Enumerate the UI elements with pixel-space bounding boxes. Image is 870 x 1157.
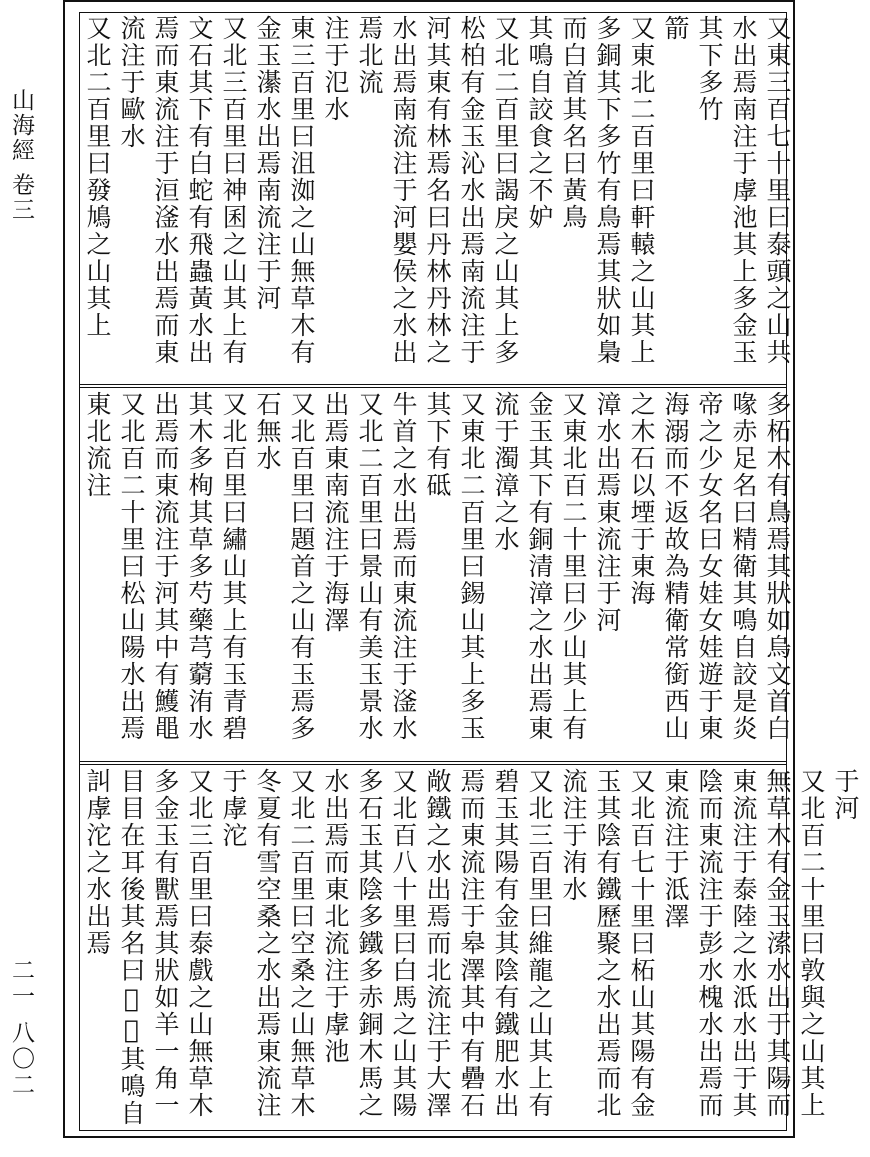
band-text: [80, 766, 870, 1130]
text-column: 漳水出焉東流注于河: [593, 391, 622, 634]
text-column: 又北二百里曰空桑之山無草木冬夏有雪空桑之水出焉東流注于虖沱: [219, 768, 316, 1119]
text-band-top: [80, 13, 792, 384]
text-column: 又北百里曰題首之山有玉焉多石無水: [253, 391, 316, 742]
text-column: 又北二百里曰謁戾之山其上多松柏有金玉沁水出焉南流注于河其東有林焉名曰丹林丹林之水出焉南流注于河嬰侯之水出焉北流: [355, 15, 520, 366]
text-band-bottom: [80, 766, 860, 1130]
text-column: 又東三百七十里曰泰頭之山共水出焉南注于虖池其上多金玉其下多竹: [695, 15, 792, 366]
text-column: 又東北百二十里曰少山其上有金玉其下有銅清漳之水出焉東流于濁漳之水: [491, 391, 588, 742]
margin-page-number: 二一 八〇二: [8, 958, 34, 1099]
text-column: 箭: [661, 15, 690, 42]
text-column: 又北二百里曰發鳩之山其上: [83, 15, 112, 339]
text-column: 又北三百里曰維龍之山其上有碧玉其陽有金其陰有鐵肥水出焉而東流注于皋澤其中有礨石敞鐵之水出焉而北流注于大澤: [423, 768, 554, 1119]
text-column: 又北百二十里曰敦與之山其上無草木有金玉溹水出于其陽而東流注于泰陸之水泜水出于其陰而東流注于彭水槐水出焉而東流注于泜澤: [661, 768, 826, 1119]
text-column: 于河: [831, 768, 860, 822]
text-column: 又北二百里曰景山有美玉景水出焉東南流注于海澤: [321, 391, 384, 742]
text-band-middle: [80, 389, 792, 761]
band-divider: [79, 384, 787, 388]
text-column: 又北三百里曰泰戲之山無草木多金玉有獸焉其狀如羊一角一目目在耳後其名曰𫏁𫏁其鳴自訆虖沱之水出焉: [83, 768, 214, 1127]
band-text: [80, 13, 802, 384]
text-column: 牛首之水出焉而東流注于滏水: [389, 391, 418, 742]
text-column: 又北百二十里曰松山陽水出焉東北流注: [83, 391, 146, 742]
text-column: 注于氾水: [321, 15, 350, 123]
text-column: 多柘木有鳥焉其狀如烏文首白喙赤足名曰精衛其鳴自詨是炎帝之少女名曰女娃女娃遊于東海溺而不返故為精衛常銜西山之木石以堙于東海: [627, 391, 792, 742]
text-column: 又北三百里曰神囷之山其上有文石其下有白蛇有飛蟲黃水出焉而東流注于洹滏水出焉而東流注于歐水: [117, 15, 248, 366]
text-column: 又東北二百里曰錫山其上多玉其下有砥: [423, 391, 486, 742]
margin-book-title: 山海經 卷三: [8, 88, 34, 223]
text-column: 又北百七十里曰柘山其陽有金玉其陰有鐵歷聚之水出焉而北流注于洧水: [559, 768, 656, 1119]
text-column: 又北百八十里曰白馬之山其陽多石玉其陰多鐵多赤銅木馬之水出焉而東北流注于虖池: [321, 768, 418, 1119]
band-text: [80, 389, 802, 761]
text-column: 東三百里曰沮洳之山無草木有金玉濝水出焉南流注于河: [253, 15, 316, 366]
text-column: 又東北二百里曰軒轅之山其上多銅其下多竹有鳥焉其狀如梟而白首其名曰黃鳥: [559, 15, 656, 366]
band-divider: [79, 761, 787, 765]
text-column: 又北百里曰繡山其上有玉青碧其木多栒其草多芍藥芎藭洧水出焉而東流注于河其中有鱯黽: [151, 391, 248, 742]
text-column: 其鳴自詨食之不妒: [525, 15, 554, 231]
